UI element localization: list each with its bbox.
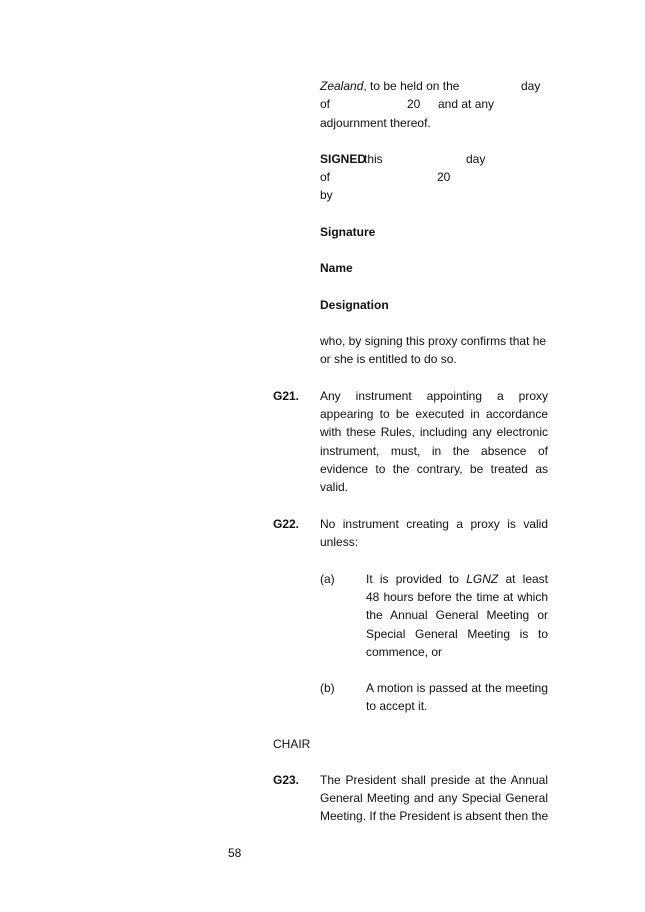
text-line: appearing to be executed in accordance: [320, 407, 548, 422]
text-line: General Meeting and any Special General: [320, 791, 548, 806]
and-at-any-text: and at any: [438, 97, 495, 111]
year-prefix: 20: [407, 97, 421, 111]
list-marker-a: (a): [320, 572, 335, 586]
rule-number: G22.: [273, 517, 300, 531]
rule-text: [320, 515, 548, 551]
text-line: instrument, must, in the absence of: [320, 443, 548, 458]
page-number: 58: [228, 846, 242, 860]
lgnz-text: LGNZ: [466, 572, 499, 586]
signed-of-label: of: [320, 170, 331, 184]
text-line: 48 hours before the time at which: [366, 590, 548, 605]
text-line: commence, or: [366, 644, 443, 659]
text-line: valid.: [320, 479, 349, 494]
text-line: with these Rules, including any electronic: [320, 425, 548, 440]
text-line: The President shall preside at the Annual: [320, 773, 548, 787]
text-line: No instrument creating a proxy is valid: [320, 517, 548, 531]
text-line: Special General Meeting is to: [366, 626, 548, 641]
text-line: unless:: [320, 535, 359, 550]
text-line: to accept it.: [366, 699, 428, 714]
list-marker-b: (b): [320, 681, 335, 695]
confirm-line-2: or she is entitled to do so.: [320, 352, 457, 366]
text-line: A motion is passed at the meeting: [366, 681, 548, 695]
zealand-text: Zealand: [320, 79, 364, 93]
signed-by-label: by: [320, 188, 333, 202]
confirm-line-1: who, by signing this proxy confirms that he: [320, 334, 547, 348]
text-line: [366, 570, 548, 588]
adjournment-text: adjournment thereof.: [320, 116, 431, 130]
rule-number: G23.: [273, 773, 300, 787]
signed-this-text: this: [364, 152, 383, 166]
rule-number: G21.: [273, 389, 300, 403]
of-label: of: [320, 97, 331, 111]
text-line: the Annual General Meeting or: [366, 608, 548, 623]
proxy-line-1: [320, 77, 459, 95]
list-item-a: [366, 570, 548, 661]
signed-day-label: day: [466, 152, 486, 166]
text-line: Meeting. If the President is absent then the: [320, 809, 548, 824]
signed-label: SIGNED: [320, 152, 367, 166]
text-line: Any instrument appointing a proxy: [320, 389, 548, 403]
designation-label: Designation: [320, 298, 389, 312]
held-on-text: , to be held on the: [363, 79, 460, 93]
list-item-b: [366, 679, 548, 715]
day-label: day: [521, 79, 541, 93]
text-segment: It is provided to: [366, 572, 459, 586]
name-label: Name: [320, 261, 353, 275]
text-segment: at least: [505, 572, 548, 586]
signature-label: Signature: [320, 225, 376, 239]
section-heading-chair: CHAIR: [273, 737, 311, 751]
rule-text: [320, 387, 548, 496]
rule-text: [320, 771, 548, 826]
signed-year-prefix: 20: [437, 170, 451, 184]
text-line: evidence to the contrary, be treated as: [320, 461, 548, 476]
